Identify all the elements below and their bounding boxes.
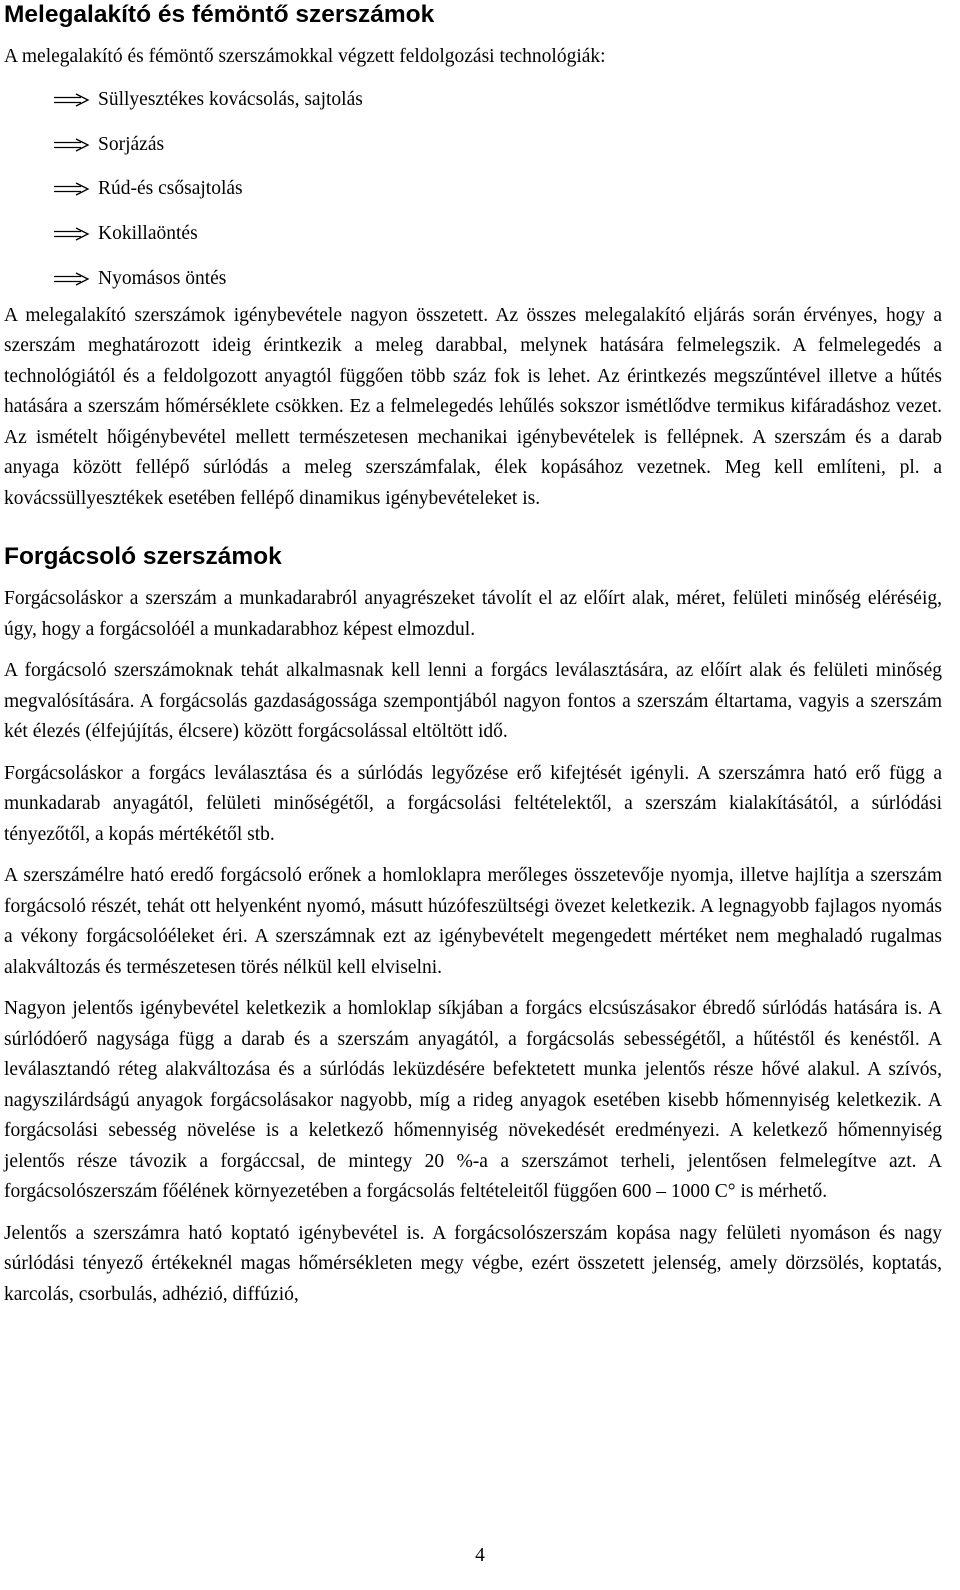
body-paragraph: A melegalakító szerszámok igénybevétele nagyon összetett. Az összes melegalakító eljárás során érvényes, hogy a szerszám meghatározott ideig érintkezik a meleg darabbal, melynek hatására felmelegszik. A felmelegedés a technológiától és a feldolgozott anyagtól függően több száz fok is lehet. Az érintkezés megszűntével illetve a hűtés hatására a szerszám hőmérséklete csökken. Ez a felmelegedés lehűlés sokszor ismétlődve termikus kifáradáshoz vezet. Az ismételt hőigénybevétel mellett természetesen mechanikai igénybevételek is fellépnek. A szerszám és a darab anyaga között fellépő súrlódás a meleg szerszámfalak, élek kopásához vezetnek. Meg kell említeni, pl. a kovácssüllyesztékek esetében fellépő dinamikus igénybevételeket is. <box>4 304 942 509</box>
page-number: 4 <box>475 1545 485 1566</box>
double-arrow-right-icon <box>53 93 90 107</box>
section-heading-hot-forming-tools: Melegalakító és fémöntő szerszámok <box>4 1 435 28</box>
body-paragraph: Forgácsoláskor a szerszám a munkadarabról anyagrészeket távolít el az előírt alak, méret, felületi minőség eléréséig, úgy, hogy a forgácsolóél a munkadarabhoz képest elmozdul. <box>4 588 942 640</box>
double-arrow-right-icon <box>53 272 90 286</box>
list-item-text: Nyomásos öntés <box>98 267 227 289</box>
list-item-text: Süllyesztékes kovácsolás, sajtolás <box>98 88 363 110</box>
list-item <box>4 256 942 301</box>
list-item <box>4 212 942 257</box>
list-item-text: Rúd-és csősajtolás <box>98 178 243 200</box>
double-arrow-right-icon <box>53 182 90 196</box>
body-paragraph: A forgácsoló szerszámoknak tehát alkalmasnak kell lenni a forgács leválasztására, az előírt alak és felületi minőség megvalósítására. A forgácsolás gazdaságossága szempontjából nagyon fontos a szerszám éltartama, vagyis a szerszám két élezés (élfejújítás, élcsere) között forgácsolással eltöltött idő. <box>4 660 942 743</box>
list-item <box>4 167 942 212</box>
list-item-text: Kokillaöntés <box>98 222 198 244</box>
list-item <box>4 122 942 167</box>
list-item <box>4 78 942 123</box>
double-arrow-right-icon <box>53 138 90 152</box>
body-paragraph: Nagyon jelentős igénybevétel keletkezik a homloklap síkjában a forgács elcsúszásakor ébredő súrlódás hatására is. A súrlódóerő nagysága függ a darab és a szerszám anyagától, a forgácsolás sebességétől, a hűtéstől és kenéstől. A leválasztandó réteg alakváltozása és a súrlódás leküzdésére befektetett munka jelentős része hővé alakul. A szívós, nagyszilárdságú anyagok forgácsolásakor nagyobb, míg a rideg anyagok esetében kisebb hőmennyiség keletkezik. A forgácsolási sebesség növelése is a keletkező hőmennyiség növekedését eredményezi. A keletkező hőmennyiség jelentős része távozik a forgáccsal, de mintegy 20 %-a a szerszámot terheli, jelentősen felmelegítve azt. A forgácsolószerszám főélének környezetében a forgácsolás feltételeitől függően 600 – 1000 C° is mérhető. <box>4 998 942 1203</box>
section-heading-cutting-tools: Forgácsoló szerszámok <box>4 543 282 571</box>
technology-list <box>4 78 942 301</box>
body-paragraph: Forgácsoláskor a forgács leválasztása és a súrlódás legyőzése erő kifejtését igényli. A szerszámra ható erő függ a munkadarab anyagától, felületi minőségétől, a forgácsolási feltételektől, a szerszám kialakításától, a súrlódási tényezőtől, a kopás mértékétől stb. <box>4 762 942 845</box>
body-paragraph: A szerszámélre ható eredő forgácsoló erőnek a homloklapra merőleges összetevője nyomja, illetve hajlítja a szerszám forgácsoló részét, tehát ott helyenként nyomó, másutt húzófeszültségi övezet keletkezik. A legnagyobb fajlagos nyomás a vékony forgácsolóéleket éri. A szerszámnak ezt az igénybevételt megengedett mértéket nem meghaladó rugalmas alakváltozás és természetesen törés nélkül kell elviselni. <box>4 865 942 978</box>
list-item-text: Sorjázás <box>98 133 165 155</box>
body-paragraph: Jelentős a szerszámra ható koptató igénybevétel is. A forgácsolószerszám kopása nagy felületi nyomáson és nagy súrlódási tényező értékeknél magas hőmérsékleten megy végbe, ezért összetett jelenség, amely dörzsölés, koptatás, karcolás, csorbulás, adhézió, diffúzió, <box>4 1222 942 1305</box>
double-arrow-right-icon <box>53 227 90 241</box>
page-content <box>4 0 942 1310</box>
intro-sentence: A melegalakító és fémöntő szerszámokkal végzett feldolgozási technológiák: <box>4 46 606 67</box>
